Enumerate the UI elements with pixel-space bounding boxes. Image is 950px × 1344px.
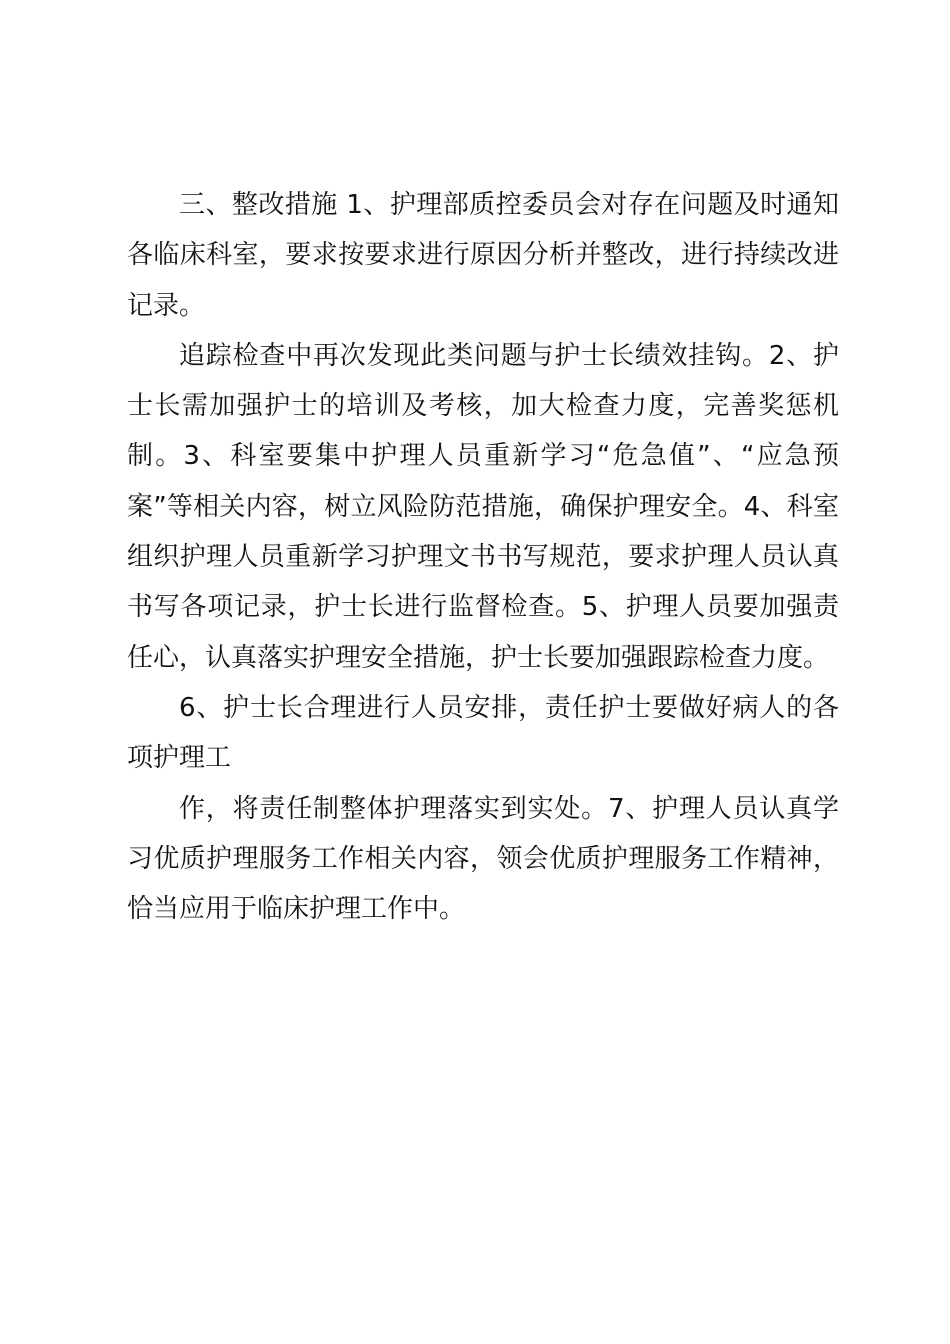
document-body — [127, 180, 839, 934]
paragraph-rectification-measures: 三、整改措施 1、护理部质控委员会对存在问题及时通知各临床科室，要求按要求进行原因分析并整改，进行持续改进记录。 — [127, 190, 839, 321]
paragraph-quality-nursing: 作，将责任制整体护理落实到实处。7、护理人员认真学习优质护理服务工作相关内容，领会优质护理服务工作精神，恰当应用于临床护理工作中。 — [127, 793, 839, 925]
paragraph-staff-arrangement: 6、护士长合理进行人员安排，责任护士要做好病人的各项护理工 — [127, 692, 839, 774]
paragraph-follow-up-inspection: 追踪检查中再次发现此类问题与护士长绩效挂钩。2、护士长需加强护士的培训及考核，加大检查力度，完善奖惩机制。3、科室要集中护理人员重新学习“危急值”、“应急预案”等相关内容，树立风险防范措施，确保护理安全。4、科室组织护理人员重新学习护理文书书写规范，要求护理人员认真书写各项记录，护士长进行监督检查。5、护理人员要加强责任心，认真落实护理安全措施，护士长要加强跟踪检查力度。 — [127, 340, 839, 673]
